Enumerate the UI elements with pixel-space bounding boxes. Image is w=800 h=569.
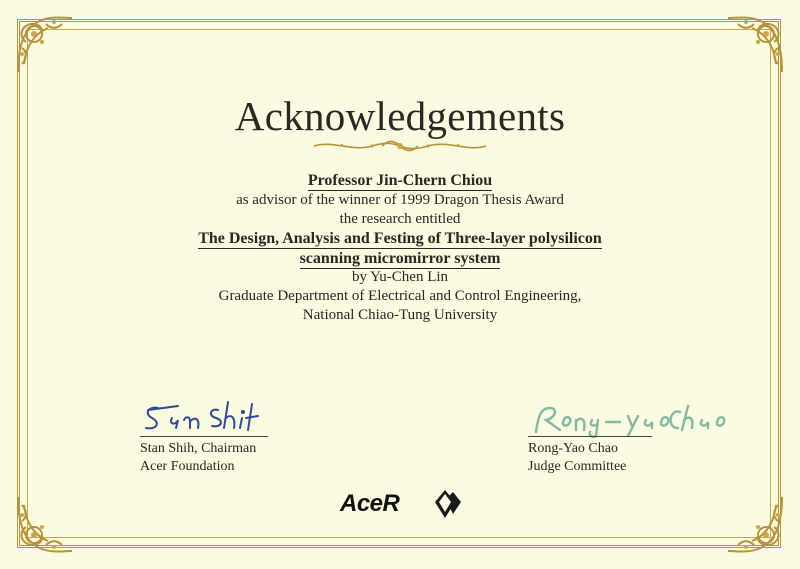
certificate-title: Acknowledgements [234,93,566,139]
recipient-name: Professor Jin-Chern Chiou [307,172,493,189]
signatory-left-name: Stan Shih, Chairman [140,441,257,456]
recipient-line [0,171,800,191]
signature-rong-yao-chao-icon [528,398,728,438]
signatory-right-org: Judge Committee [528,459,627,474]
thesis-title-2: scanning micromirror system [299,250,501,267]
research-line: the research entitled [339,211,461,227]
signature-stan-shih-icon [138,400,268,436]
ornament-corner-top-left-icon [12,12,78,78]
signatory-left-org: Acer Foundation [140,459,235,474]
signature-line-left [140,436,268,437]
thesis-title-line-2 [0,249,800,269]
acer-diamond-icon [431,488,463,520]
ornament-corner-bottom-left-icon [12,491,78,557]
thesis-title-1: The Design, Analysis and Festing of Three-layer polysilicon [198,230,602,247]
advisor-line: as advisor of the winner of 1999 Dragon Thesis Award [236,192,564,208]
thesis-title-line-1 [0,229,800,249]
ornament-corner-bottom-right-icon [722,491,788,557]
acer-wordmark: AceR [340,490,400,517]
title-flourish-icon [312,138,488,154]
author-line: by Yu-Chen Lin [351,269,449,285]
university-line: National Chiao-Tung University [302,307,498,323]
ornament-corner-top-right-icon [722,12,788,78]
signature-line-right [528,436,652,437]
department-line: Graduate Department of Electrical and Control Engineering, [218,288,582,304]
signatory-right-name: Rong-Yao Chao [528,441,618,456]
